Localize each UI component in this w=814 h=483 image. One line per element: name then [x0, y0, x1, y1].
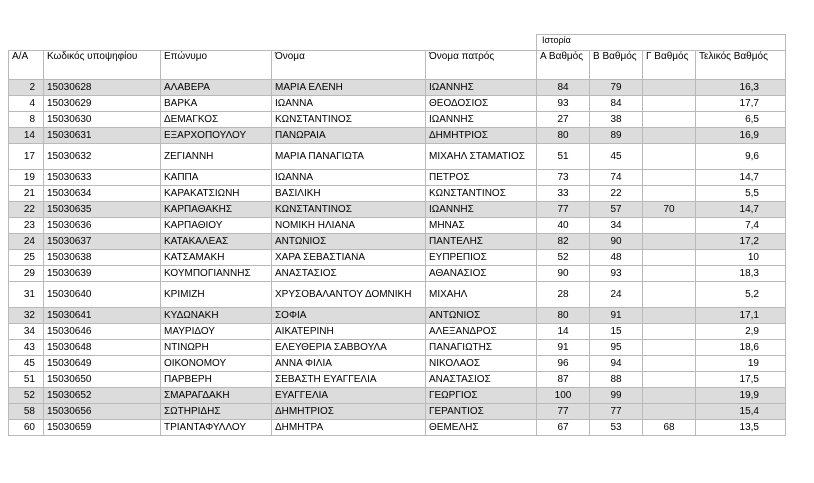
- cell-grade-c: [643, 170, 696, 186]
- table-row: [9, 96, 786, 112]
- group-header-spacer: [9, 35, 537, 51]
- cell-grade-c: [643, 96, 696, 112]
- cell-code: 15030656: [44, 404, 161, 420]
- table-row: [9, 170, 786, 186]
- cell-code: 15030637: [44, 234, 161, 250]
- cell-name: ΧΑΡΑ ΣΕΒΑΣΤΙΑΝΑ: [272, 250, 426, 266]
- cell-surname: ΚΑΤΑΚΑΛΕΑΣ: [161, 234, 272, 250]
- grades-table-container: [8, 34, 786, 436]
- cell-grade-a: 91: [537, 340, 590, 356]
- cell-grade-b: 89: [590, 128, 643, 144]
- table-row: [9, 218, 786, 234]
- cell-grade-b: 84: [590, 96, 643, 112]
- cell-surname: ΤΡΙΑΝΤΑΦΥΛΛΟΥ: [161, 420, 272, 436]
- cell-grade-c: [643, 112, 696, 128]
- cell-grade-b: 74: [590, 170, 643, 186]
- cell-grade-b: 48: [590, 250, 643, 266]
- cell-final-grade: 14,7: [696, 202, 786, 218]
- cell-final-grade: 17,2: [696, 234, 786, 250]
- cell-aa: 29: [9, 266, 44, 282]
- cell-code: 15030631: [44, 128, 161, 144]
- cell-grade-b: 22: [590, 186, 643, 202]
- cell-grade-b: 94: [590, 356, 643, 372]
- cell-final-grade: 2,9: [696, 324, 786, 340]
- cell-grade-c: [643, 372, 696, 388]
- cell-final-grade: 17,7: [696, 96, 786, 112]
- cell-code: 15030659: [44, 420, 161, 436]
- cell-aa: 31: [9, 282, 44, 308]
- cell-grade-c: [643, 80, 696, 96]
- cell-grade-a: 90: [537, 266, 590, 282]
- table-row: [9, 186, 786, 202]
- cell-grade-b: 88: [590, 372, 643, 388]
- cell-father: ΘΕΟΔΟΣΙΟΣ: [426, 96, 537, 112]
- cell-name: ΙΩΑΝΝΑ: [272, 170, 426, 186]
- cell-surname: ΟΙΚΟΝΟΜΟΥ: [161, 356, 272, 372]
- cell-father: ΠΑΝΤΕΛΗΣ: [426, 234, 537, 250]
- cell-aa: 2: [9, 80, 44, 96]
- cell-grade-b: 91: [590, 308, 643, 324]
- cell-final-grade: 16,3: [696, 80, 786, 96]
- cell-grade-b: 79: [590, 80, 643, 96]
- cell-name: ΠΑΝΩΡΑΙΑ: [272, 128, 426, 144]
- cell-father: ΜΗΝΑΣ: [426, 218, 537, 234]
- cell-final-grade: 5,2: [696, 282, 786, 308]
- cell-grade-b: 90: [590, 234, 643, 250]
- cell-grade-a: 77: [537, 404, 590, 420]
- cell-surname: ΚΟΥΜΠΟΓΙΑΝΝΗΣ: [161, 266, 272, 282]
- cell-grade-c: [643, 186, 696, 202]
- table-row: [9, 202, 786, 218]
- cell-name: ΧΡΥΣΟΒΑΛΑΝΤΟΥ ΔΟΜΝΙΚΗ: [272, 282, 426, 308]
- table-row: [9, 266, 786, 282]
- cell-grade-c: [643, 128, 696, 144]
- cell-code: 15030646: [44, 324, 161, 340]
- cell-father: ΠΕΤΡΟΣ: [426, 170, 537, 186]
- table-row: [9, 282, 786, 308]
- cell-code: 15030634: [44, 186, 161, 202]
- cell-code: 15030636: [44, 218, 161, 234]
- cell-name: ΝΟΜΙΚΗ ΗΛΙΑΝΑ: [272, 218, 426, 234]
- cell-father: ΜΙΧΑΗΛ: [426, 282, 537, 308]
- cell-aa: 24: [9, 234, 44, 250]
- cell-grade-c: [643, 356, 696, 372]
- cell-grade-b: 15: [590, 324, 643, 340]
- header-final-grade: Τελικός Βαθμός: [696, 51, 786, 80]
- cell-name: ΔΗΜΗΤΡΙΟΣ: [272, 404, 426, 420]
- cell-final-grade: 16,9: [696, 128, 786, 144]
- table-row: [9, 234, 786, 250]
- table-row: [9, 250, 786, 266]
- cell-final-grade: 17,1: [696, 308, 786, 324]
- cell-father: ΙΩΑΝΝΗΣ: [426, 80, 537, 96]
- cell-surname: ΚΥΔΩΝΑΚΗ: [161, 308, 272, 324]
- cell-code: 15030640: [44, 282, 161, 308]
- cell-surname: ΕΞΑΡΧΟΠΟΥΛΟΥ: [161, 128, 272, 144]
- cell-surname: ΣΩΤΗΡΙΔΗΣ: [161, 404, 272, 420]
- table-row: [9, 340, 786, 356]
- cell-grade-a: 28: [537, 282, 590, 308]
- table-row: [9, 80, 786, 96]
- cell-aa: 58: [9, 404, 44, 420]
- cell-aa: 22: [9, 202, 44, 218]
- cell-final-grade: 15,4: [696, 404, 786, 420]
- cell-grade-a: 40: [537, 218, 590, 234]
- cell-grade-a: 80: [537, 128, 590, 144]
- cell-code: 15030633: [44, 170, 161, 186]
- cell-grade-c: [643, 324, 696, 340]
- table-row: [9, 112, 786, 128]
- cell-father: ΘΕΜΕΛΗΣ: [426, 420, 537, 436]
- cell-surname: ΒΑΡΚΑ: [161, 96, 272, 112]
- cell-aa: 60: [9, 420, 44, 436]
- header-grade-c: Γ Βαθμός: [643, 51, 696, 80]
- cell-father: ΚΩΝΣΤΑΝΤΙΝΟΣ: [426, 186, 537, 202]
- cell-grade-b: 24: [590, 282, 643, 308]
- cell-father: ΕΥΠΡΕΠΙΟΣ: [426, 250, 537, 266]
- cell-final-grade: 10: [696, 250, 786, 266]
- cell-final-grade: 19,9: [696, 388, 786, 404]
- cell-aa: 52: [9, 388, 44, 404]
- table-row: [9, 324, 786, 340]
- cell-father: ΜΙΧΑΗΛ ΣΤΑΜΑΤΙΟΣ: [426, 144, 537, 170]
- table-row: [9, 308, 786, 324]
- cell-grade-a: 96: [537, 356, 590, 372]
- cell-name: ΜΑΡΙΑ ΠΑΝΑΓΙΩΤΑ: [272, 144, 426, 170]
- table-body: [9, 80, 786, 436]
- cell-name: ΚΩΝΣΤΑΝΤΙΝΟΣ: [272, 202, 426, 218]
- cell-name: ΑΝΑΣΤΑΣΙΟΣ: [272, 266, 426, 282]
- table-row: [9, 388, 786, 404]
- cell-final-grade: 19: [696, 356, 786, 372]
- cell-grade-a: 84: [537, 80, 590, 96]
- cell-grade-a: 73: [537, 170, 590, 186]
- cell-surname: ΚΑΤΣΑΜΑΚΗ: [161, 250, 272, 266]
- table-row: [9, 372, 786, 388]
- cell-father: ΔΗΜΗΤΡΙΟΣ: [426, 128, 537, 144]
- cell-code: 15030652: [44, 388, 161, 404]
- cell-grade-c: 68: [643, 420, 696, 436]
- cell-father: ΑΘΑΝΑΣΙΟΣ: [426, 266, 537, 282]
- cell-surname: ΜΑΥΡΙΔΟΥ: [161, 324, 272, 340]
- cell-grade-c: [643, 308, 696, 324]
- cell-father: ΙΩΑΝΝΗΣ: [426, 112, 537, 128]
- cell-surname: ΔΕΜΑΓΚΟΣ: [161, 112, 272, 128]
- cell-aa: 45: [9, 356, 44, 372]
- cell-final-grade: 9,6: [696, 144, 786, 170]
- cell-aa: 43: [9, 340, 44, 356]
- table-row: [9, 144, 786, 170]
- cell-grade-b: 34: [590, 218, 643, 234]
- cell-surname: ΣΜΑΡΑΓΔΑΚΗ: [161, 388, 272, 404]
- table-row: [9, 128, 786, 144]
- header-father: Όνομα πατρός: [426, 51, 537, 80]
- cell-aa: 4: [9, 96, 44, 112]
- cell-surname: ΚΡΙΜΙΖΗ: [161, 282, 272, 308]
- cell-surname: ΖΕΓΙΑΝΝΗ: [161, 144, 272, 170]
- cell-code: 15030630: [44, 112, 161, 128]
- cell-surname: ΚΑΡΠΑΘΙΟΥ: [161, 218, 272, 234]
- cell-grade-a: 27: [537, 112, 590, 128]
- cell-aa: 14: [9, 128, 44, 144]
- cell-surname: ΚΑΡΠΑΘΑΚΗΣ: [161, 202, 272, 218]
- cell-name: ΑΝΤΩΝΙΟΣ: [272, 234, 426, 250]
- cell-grade-b: 38: [590, 112, 643, 128]
- cell-name: ΙΩΑΝΝΑ: [272, 96, 426, 112]
- header-grade-a: Α Βαθμός: [537, 51, 590, 80]
- cell-grade-b: 53: [590, 420, 643, 436]
- cell-grade-a: 93: [537, 96, 590, 112]
- cell-grade-c: [643, 144, 696, 170]
- cell-final-grade: 5,5: [696, 186, 786, 202]
- table-row: [9, 356, 786, 372]
- grades-table: [8, 34, 786, 436]
- cell-name: ΑΙΚΑΤΕΡΙΝΗ: [272, 324, 426, 340]
- cell-grade-b: 57: [590, 202, 643, 218]
- cell-grade-a: 80: [537, 308, 590, 324]
- table-row: [9, 420, 786, 436]
- column-header-row: [9, 51, 786, 80]
- cell-aa: 51: [9, 372, 44, 388]
- cell-grade-a: 51: [537, 144, 590, 170]
- cell-aa: 25: [9, 250, 44, 266]
- header-aa: Α/Α: [9, 51, 44, 80]
- cell-surname: ΑΛΑΒΕΡΑ: [161, 80, 272, 96]
- cell-grade-c: [643, 266, 696, 282]
- header-name: Όνομα: [272, 51, 426, 80]
- cell-name: ΑΝΝΑ ΦΙΛΙΑ: [272, 356, 426, 372]
- cell-grade-c: [643, 282, 696, 308]
- cell-grade-c: [643, 404, 696, 420]
- header-code: Κωδικός υποψηφίου: [44, 51, 161, 80]
- table-row: [9, 404, 786, 420]
- subject-header: Ιστορία: [537, 35, 786, 51]
- cell-aa: 23: [9, 218, 44, 234]
- cell-grade-b: 95: [590, 340, 643, 356]
- cell-name: ΔΗΜΗΤΡΑ: [272, 420, 426, 436]
- cell-name: ΕΥΑΓΓΕΛΙΑ: [272, 388, 426, 404]
- cell-code: 15030639: [44, 266, 161, 282]
- cell-code: 15030635: [44, 202, 161, 218]
- cell-name: ΣΟΦΙΑ: [272, 308, 426, 324]
- cell-code: 15030629: [44, 96, 161, 112]
- cell-final-grade: 6,5: [696, 112, 786, 128]
- cell-grade-c: [643, 234, 696, 250]
- cell-name: ΕΛΕΥΘΕΡΙΑ ΣΑΒΒΟΥΛΑ: [272, 340, 426, 356]
- cell-grade-c: 70: [643, 202, 696, 218]
- cell-father: ΠΑΝΑΓΙΩΤΗΣ: [426, 340, 537, 356]
- cell-final-grade: 17,5: [696, 372, 786, 388]
- header-grade-b: Β Βαθμός: [590, 51, 643, 80]
- cell-grade-b: 99: [590, 388, 643, 404]
- cell-grade-a: 82: [537, 234, 590, 250]
- cell-final-grade: 13,5: [696, 420, 786, 436]
- cell-grade-a: 52: [537, 250, 590, 266]
- cell-father: ΑΛΕΞΑΝΔΡΟΣ: [426, 324, 537, 340]
- cell-grade-c: [643, 250, 696, 266]
- cell-father: ΑΝΤΩΝΙΟΣ: [426, 308, 537, 324]
- cell-grade-a: 14: [537, 324, 590, 340]
- header-surname: Επώνυμο: [161, 51, 272, 80]
- cell-name: ΒΑΣΙΛΙΚΗ: [272, 186, 426, 202]
- cell-aa: 8: [9, 112, 44, 128]
- cell-grade-c: [643, 218, 696, 234]
- cell-final-grade: 7,4: [696, 218, 786, 234]
- cell-code: 15030648: [44, 340, 161, 356]
- cell-surname: ΚΑΠΠΑ: [161, 170, 272, 186]
- cell-aa: 17: [9, 144, 44, 170]
- cell-aa: 34: [9, 324, 44, 340]
- cell-code: 15030638: [44, 250, 161, 266]
- cell-final-grade: 14,7: [696, 170, 786, 186]
- cell-grade-b: 45: [590, 144, 643, 170]
- cell-aa: 19: [9, 170, 44, 186]
- cell-final-grade: 18,3: [696, 266, 786, 282]
- cell-grade-a: 87: [537, 372, 590, 388]
- group-header-row: [9, 35, 786, 51]
- cell-father: ΓΕΩΡΓΙΟΣ: [426, 388, 537, 404]
- cell-grade-b: 77: [590, 404, 643, 420]
- cell-grade-c: [643, 388, 696, 404]
- cell-grade-a: 33: [537, 186, 590, 202]
- cell-grade-a: 100: [537, 388, 590, 404]
- cell-grade-c: [643, 340, 696, 356]
- cell-surname: ΠΑΡΒΕΡΗ: [161, 372, 272, 388]
- cell-code: 15030649: [44, 356, 161, 372]
- cell-code: 15030628: [44, 80, 161, 96]
- cell-final-grade: 18,6: [696, 340, 786, 356]
- cell-father: ΙΩΑΝΝΗΣ: [426, 202, 537, 218]
- cell-grade-b: 93: [590, 266, 643, 282]
- cell-father: ΓΕΡΑΝΤΙΟΣ: [426, 404, 537, 420]
- cell-name: ΜΑΡΙΑ ΕΛΕΝΗ: [272, 80, 426, 96]
- cell-name: ΚΩΝΣΤΑΝΤΙΝΟΣ: [272, 112, 426, 128]
- cell-father: ΑΝΑΣΤΑΣΙΟΣ: [426, 372, 537, 388]
- cell-surname: ΝΤΙΝΩΡΗ: [161, 340, 272, 356]
- cell-name: ΣΕΒΑΣΤΗ ΕΥΑΓΓΕΛΙΑ: [272, 372, 426, 388]
- cell-aa: 21: [9, 186, 44, 202]
- cell-surname: ΚΑΡΑΚΑΤΣΙΩΝΗ: [161, 186, 272, 202]
- cell-code: 15030650: [44, 372, 161, 388]
- cell-grade-a: 77: [537, 202, 590, 218]
- cell-aa: 32: [9, 308, 44, 324]
- cell-code: 15030641: [44, 308, 161, 324]
- cell-code: 15030632: [44, 144, 161, 170]
- cell-father: ΝΙΚΟΛΑΟΣ: [426, 356, 537, 372]
- cell-grade-a: 67: [537, 420, 590, 436]
